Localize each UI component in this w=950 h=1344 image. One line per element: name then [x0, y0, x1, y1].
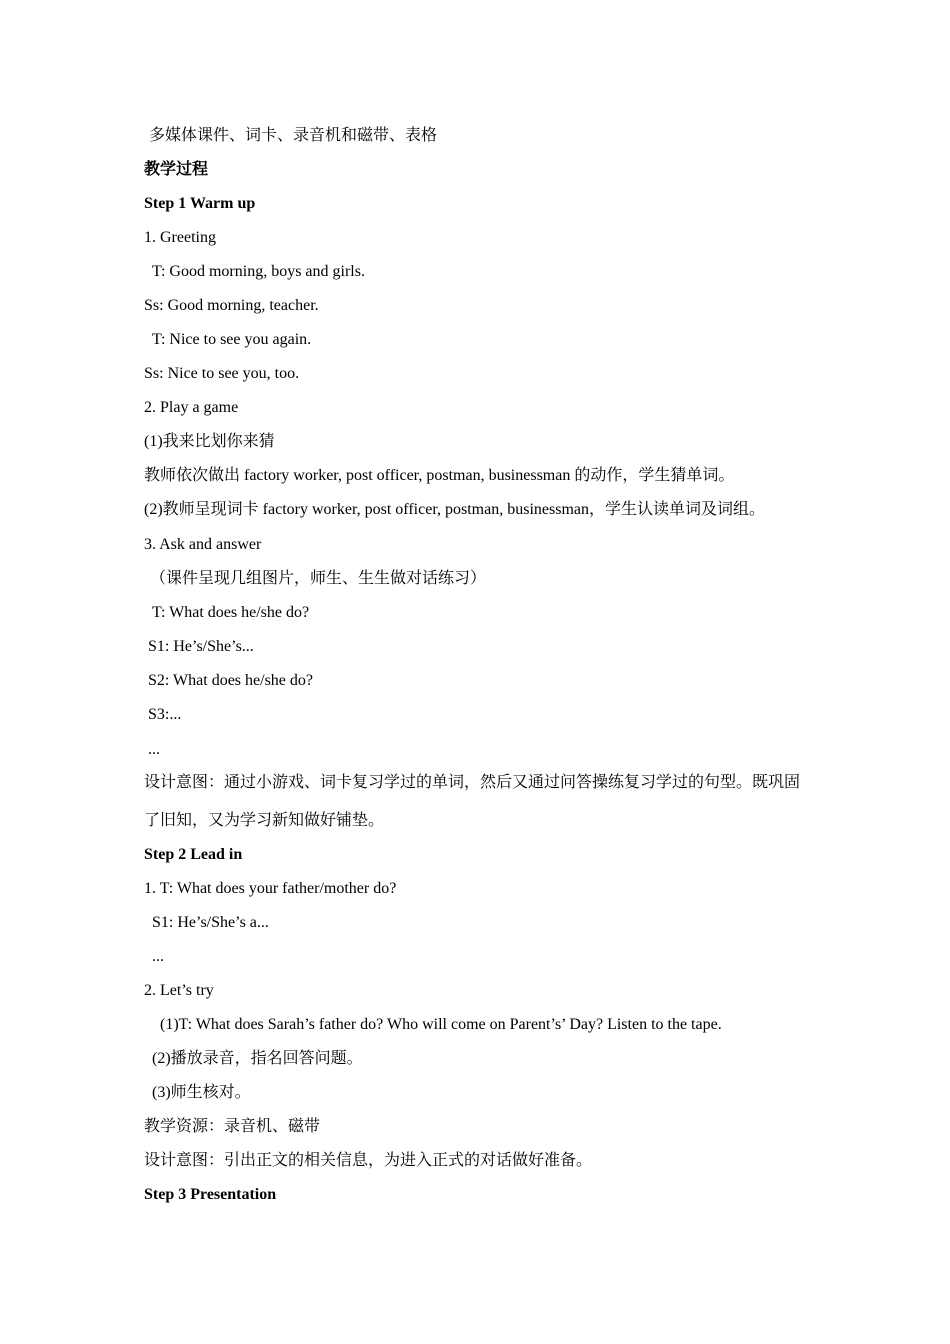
design-intent-line: 设计意图：通过小游戏、词卡复习学过的单词，然后又通过问答操练复习学过的句型。既巩固 [144, 774, 801, 791]
lets-try-subitem: (3)师生核对。 [152, 1084, 251, 1101]
dialogue-line: S2: What does he/she do? [148, 672, 314, 689]
lets-try-subitem: (2)播放录音，指名回答问题。 [152, 1050, 363, 1067]
lets-try-item: 2. Let’s try [144, 982, 214, 999]
dialogue-line: S1: He’s/She’s... [148, 638, 254, 655]
lead-in-item: 1. T: What does your father/mother do? [144, 880, 397, 897]
game-subitem: (2)教师呈现词卡 factory worker, post officer, postman, businessman，学生认读单词及词组。 [144, 501, 766, 518]
section-heading-teaching-process: 教学过程 [144, 161, 209, 178]
play-game-item: 2. Play a game [144, 399, 239, 416]
step-2-heading: Step 2 Lead in [144, 846, 243, 863]
dialogue-line: T: Good morning, boys and girls. [152, 263, 365, 280]
dialogue-line: Ss: Nice to see you, too. [144, 365, 300, 382]
teaching-resources-line: 教学资源：录音机、磁带 [144, 1118, 321, 1135]
dialogue-line: S1: He’s/She’s a... [152, 914, 269, 931]
dialogue-line: T: What does he/she do? [152, 604, 310, 621]
design-intent-line: 了旧知，又为学习新知做好铺垫。 [144, 812, 385, 829]
dialogue-line: T: Nice to see you again. [152, 331, 312, 348]
step-3-heading: Step 3 Presentation [144, 1186, 277, 1203]
step-1-heading: Step 1 Warm up [144, 195, 256, 212]
game-description: 教师依次做出 factory worker, post officer, postman, businessman 的动作，学生猜单词。 [144, 467, 735, 484]
lets-try-subitem: (1)T: What does Sarah’s father do? Who will come on Parent’s’ Day? Listen to the tape. [160, 1016, 722, 1033]
dialogue-line: S3:... [148, 706, 182, 723]
design-intent-line: 设计意图：引出正文的相关信息，为进入正式的对话做好准备。 [144, 1152, 593, 1169]
activity-note: （课件呈现几组图片，师生、生生做对话练习） [150, 570, 487, 587]
greeting-item: 1. Greeting [144, 229, 216, 246]
game-subitem: (1)我来比划你来猜 [144, 433, 275, 450]
ellipsis-line: ... [148, 741, 160, 758]
dialogue-line: Ss: Good morning, teacher. [144, 297, 319, 314]
materials-line: 多媒体课件、词卡、录音机和磁带、表格 [149, 127, 438, 144]
ask-answer-item: 3. Ask and answer [144, 536, 262, 553]
ellipsis-line: ... [152, 948, 164, 965]
